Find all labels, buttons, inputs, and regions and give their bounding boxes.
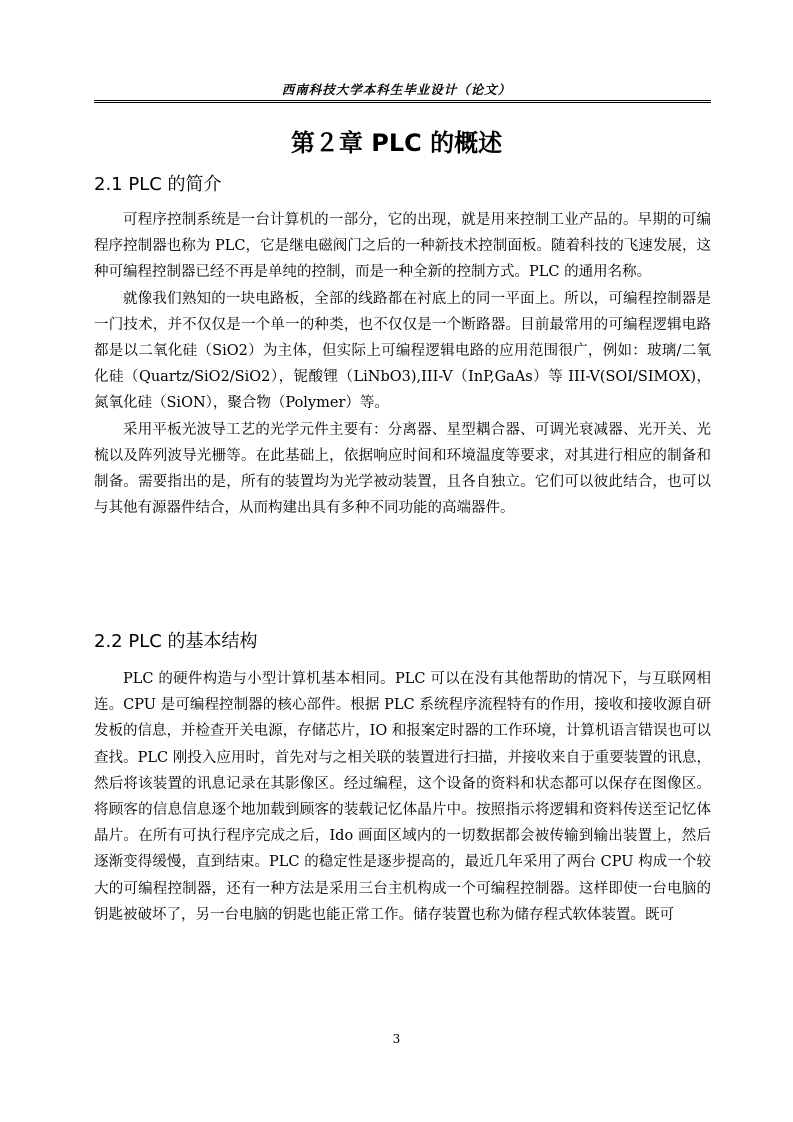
header-rule-bottom [94, 102, 711, 103]
section-heading-2-1: 2.1 PLC 的简介 [94, 174, 222, 195]
paragraph: PLC 的硬件构造与小型计算机基本相同。PLC 可以在没有其他帮助的情况下，与互联网相连。CPU 是可编程控制器的核心部件。根据 PLC 系统程序流程特有的作用，接收和接收源自研发板的信息，并检查开关电源，存储芯片，IO 和报案定时器的工作环境，计算机语言错误也可以查找。PLC 刚投入应用时，首先对与之相关联的装置进行扫描，并接收来自于重要装置的讯息，然后将该装置的讯息记录在其影像区。经过编程，这个设备的资料和状态都可以保存在图像区。将顾客的信息信息逐个地加载到顾客的装载记忆体晶片中。按照指示将逻辑和资料传送至记忆体晶片。在所有可执行程序完成之后，Ido 画面区域内的一切数据都会被传输到输出装置上，然后逐渐变得缓慢，直到结束。PLC 的稳定性是逐步提高的，最近几年采用了两台 CPU 构成一个较大的可编程控制器，还有一种方法是采用三台主机构成一个可编程控制器。这样即使一台电脑的钥匙被破坏了，另一台电脑的钥匙也能正常工作。储存装置也称为储存程式软体装置。既可 [94, 671, 711, 923]
section-2-1-body [94, 207, 711, 521]
header-rule-top [94, 100, 711, 101]
running-header: 西南科技大学本科生毕业设计（论文） [281, 82, 512, 97]
paragraph: 就像我们熟知的一块电路板，全部的线路都在衬底上的同一平面上。所以，可编程控制器是一门技术，并不仅仅是一个单一的种类，也不仅仅是一个断路器。目前最常用的可编程逻辑电路都是以二氧化硅（SiO2）为主体，但实际上可编程逻辑电路的应用范围很广，例如：玻璃/二氧化硅（Quartz/SiO2/SiO2），铌酸锂（LiNbO3),III-V（InP,GaAs）等 III-V(SOI/SIMOX)，氮氧化硅（SiON），聚合物（Polymer）等。 [94, 290, 711, 412]
chapter-title: 第２章 PLC 的概述 [290, 129, 503, 157]
page-number: 3 [392, 1032, 401, 1046]
paragraph: 可程序控制系统是一台计算机的一部分，它的出现，就是用来控制工业产品的。早期的可编程序控制器也称为 PLC，它是继电磁阀门之后的一种新技术控制面板。随着科技的飞速发展，这种可编程控制器已经不再是单纯的控制，而是一种全新的控制方式。PLC 的通用名称。 [94, 212, 711, 281]
section-heading-2-2: 2.2 PLC 的基本结构 [94, 631, 258, 652]
paragraph: 采用平板光波导工艺的光学元件主要有：分离器、星型耦合器、可调光衰减器、光开关、光梳以及阵列波导光栅等。在此基础上，依据响应时间和环境温度等要求，对其进行相应的制备和制备。需要指出的是，所有的装置均为光学被动装置，且各自独立。它们可以彼此结合，也可以与其他有源器件结合，从而构建出具有多种不同功能的高端器件。 [94, 421, 711, 517]
section-2-2-body [94, 666, 711, 928]
